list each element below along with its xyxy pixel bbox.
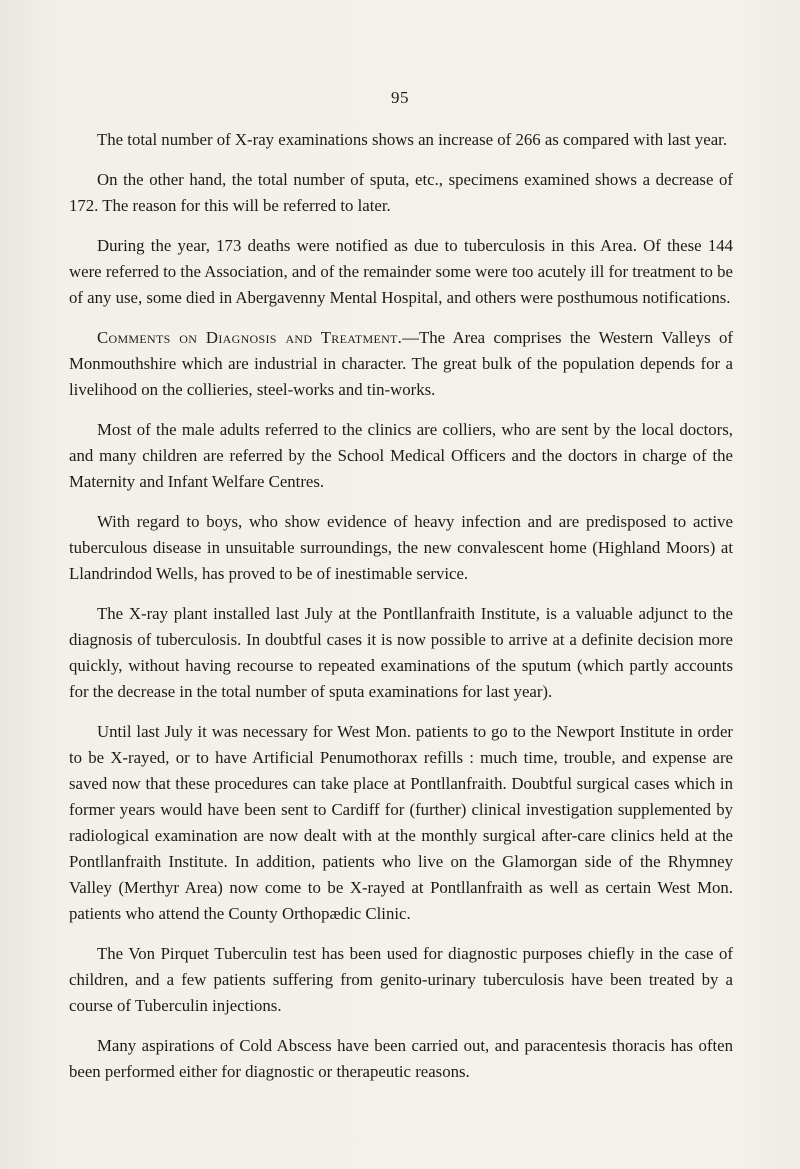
paragraph-deaths-notified: During the year, 173 deaths were notified as due to tuberculosis in this Area. Of these 144 were referred to the Association, and of the remainder some were too acutely ill for treatment to be of any use, some died in Abergavenny Mental Hospital, and others were posthumous notifications. (69, 236, 733, 307)
paragraph-cold-abscess: Many aspirations of Cold Abscess have been carried out, and paracentesis thoracis has often been performed either for diagnostic or therapeutic reasons. (69, 1036, 733, 1081)
paragraph-xray-total: The total number of X-ray examinations shows an increase of 266 as compared with last year. (97, 130, 728, 149)
paragraph-newport-institute: Until last July it was necessary for West Mon. patients to go to the Newport Institute in order to be X-rayed, or to have Artificial Penumothorax refills : much time, trouble, and expense are saved now that these procedures can take place at Pontllanfraith. Doubtful surgical cases which in former years would have been sent to Cardiff for (further) clinical investigation supplemented by radiological examination are now dealt with at the monthly surgical after-care clinics held at the Pontllanfraith Institute. In addition, patients who live on the Glamorgan side of the Rhymney Valley (Merthyr Area) now come to be X-rayed at Pontllanfraith as well as certain West Mon. patients who attend the County Orthopædic Clinic. (69, 722, 733, 923)
paragraph-von-pirquet: The Von Pirquet Tuberculin test has been used for diagnostic purposes chiefly in the case of children, and a few patients suffering from genito-urinary tuberculosis have been treated by a course of Tuberculin injections. (69, 944, 733, 1015)
paragraph-comments-diagnosis (69, 325, 733, 403)
section-heading-comments: Comments on Diagnosis and Treatment. (97, 328, 403, 347)
paragraph-sputa-decrease: On the other hand, the total number of sputa, etc., specimens examined shows a decrease of 172. The reason for this will be referred to later. (69, 170, 733, 215)
body-text (69, 127, 733, 1099)
paragraph-male-adults: Most of the male adults referred to the clinics are colliers, who are sent by the local doctors, and many children are referred by the School Medical Officers and the doctors in charge of the Maternity and Infant Welfare Centres. (69, 420, 733, 491)
paragraph-xray-plant: The X-ray plant installed last July at the Pontllanfraith Institute, is a valuable adjunct to the diagnosis of tuberculosis. In doubtful cases it is now possible to arrive at a definite decision more quickly, without having recourse to repeated examinations of the sputum (which partly accounts for the decrease in the total number of sputa examinations for last year). (69, 604, 733, 701)
page-number: 95 (391, 88, 409, 107)
paragraph-comments-text: —The Area comprises the Western Valleys of Monmouthshire which are industrial in character. The great bulk of the population depends for a livelihood on the collieries, steel-works and tin-works. (69, 328, 733, 399)
paragraph-boys-convalescent: With regard to boys, who show evidence of heavy infection and are predisposed to active tuberculous disease in unsuitable surroundings, the new convalescent home (Highland Moors) at Llandrindod Wells, has proved to be of inestimable service. (69, 512, 733, 583)
